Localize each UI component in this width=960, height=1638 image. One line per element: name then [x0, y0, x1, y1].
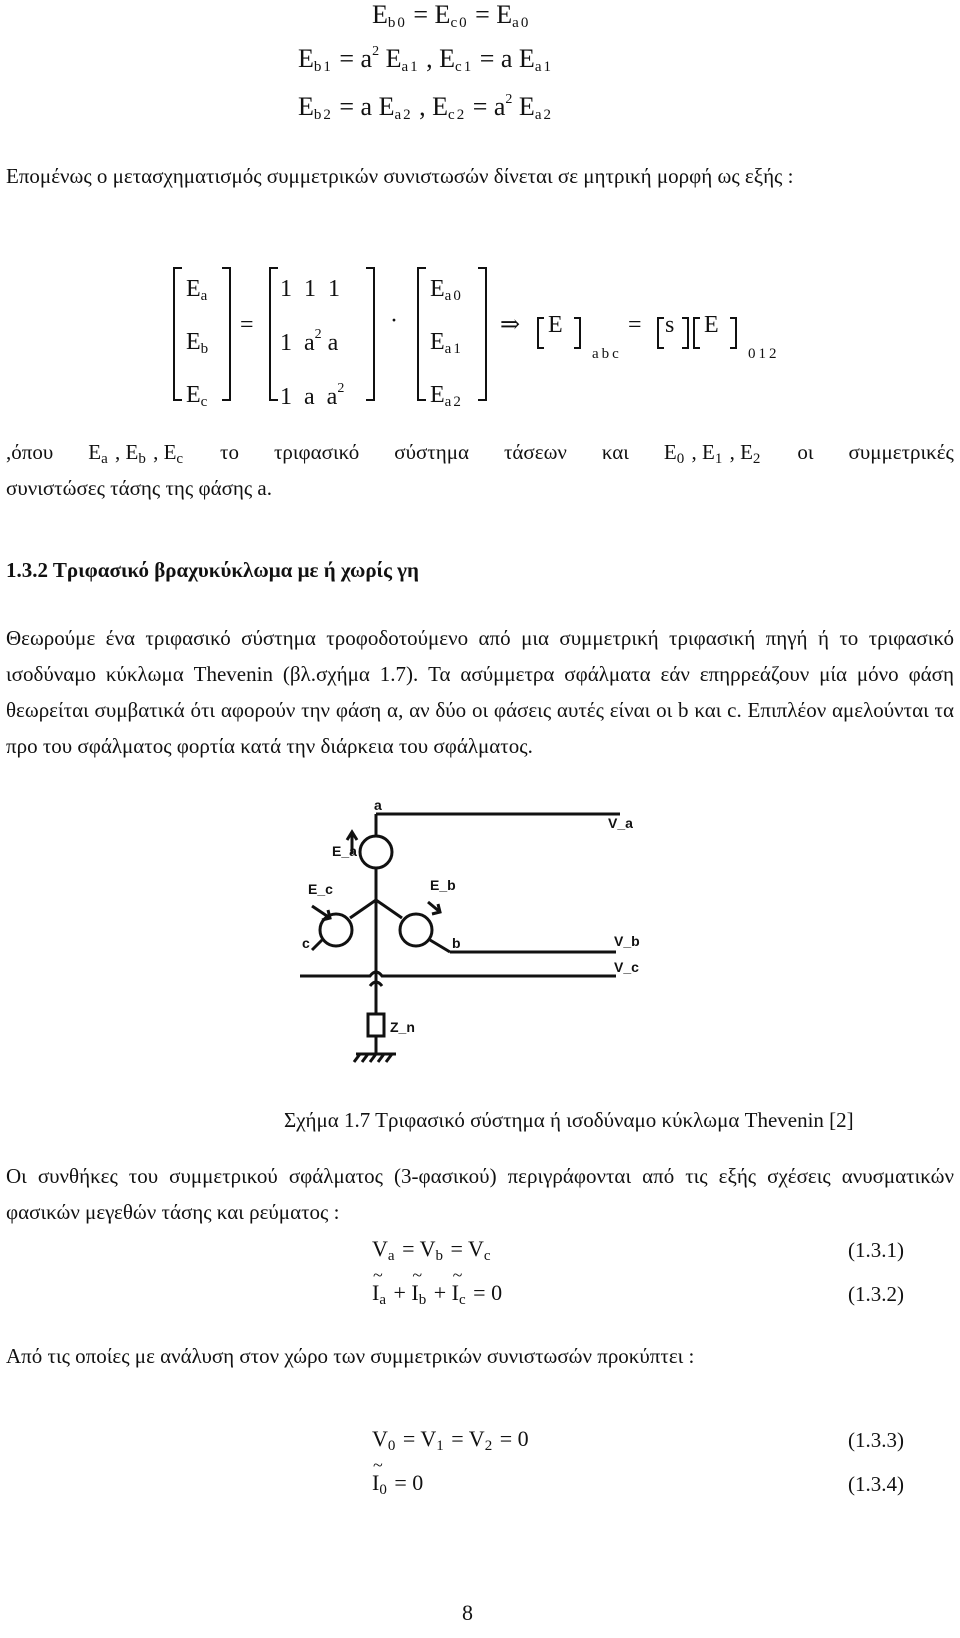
paragraph-where: ,όπου $E_a$ , $E_b$ , $E_c$ το τριφασικό σύστημα τάσεων και $E_0$ , $E_1$ , $E_2$ οι συμμετρικές — [6, 440, 954, 467]
va-label: V_a — [608, 815, 633, 831]
ec-label: E_c — [308, 881, 333, 897]
phase-c-line — [300, 972, 616, 976]
source-a-icon — [360, 836, 392, 868]
equation-positive-sequence: $E_{b1} = a^2$ $E_{a1}$ , $E_{c1} = a$ $E_{a1}$ — [298, 44, 553, 75]
paragraph-where-line2: συνιστώσες τάσης της φάσης a. — [6, 476, 273, 500]
source-b-icon — [400, 914, 432, 946]
implies-arrow: ⇒ — [500, 312, 521, 338]
compact-s: s — [665, 312, 675, 338]
vb-label: V_b — [614, 933, 640, 949]
matrix-rhs: $E_{a0}$ $E_{a1}$ $E_{a2}$ — [430, 276, 463, 410]
equation-1-3-1: $V_a = V_b = V_c$ — [372, 1236, 493, 1264]
matrix-brackets — [0, 0, 960, 420]
equation-1-3-4: ~ $I_0 = 0$ — [372, 1470, 423, 1499]
compact-equals: = — [628, 312, 642, 338]
compact-abc-subscript: abc — [592, 346, 622, 362]
section-heading: 1.3.2 Τριφασικό βραχυκύκλωμα με ή χωρίς γη — [6, 558, 419, 582]
thevenin-circuit-figure — [290, 800, 660, 1080]
compact-012-subscript: 012 — [748, 346, 780, 362]
compact-e: E — [704, 312, 719, 338]
multiply-dot: · — [390, 308, 398, 334]
figure-caption: Σχήμα 1.7 Τριφασικό σύστημα ή ισοδύναμο κύκλωμα Thevenin [2] — [284, 1108, 854, 1132]
equals-sign: = — [240, 312, 254, 338]
paragraph-matrix-intro: Επομένως ο μετασχηματισμός συμμετρικών συνιστωσών δίνεται σε μητρική μορφή ως εξής : — [6, 164, 794, 188]
paragraph-symmetric-fault: Οι συνθήκες του συμμετρικού σφάλματος (3-φασικού) περιγράφονται από τις εξής σχέσεις ανυσματικών φασικών μεγεθών τάσης και ρεύματος : — [6, 1164, 954, 1224]
ea-label: E_a — [332, 843, 357, 859]
paragraph-symmetric-components: Από τις οποίες με ανάλυση στον χώρο των συμμετρικών συνιστωσών προκύπτει : — [6, 1344, 695, 1368]
node-c-label: c — [302, 935, 310, 951]
equation-number-1-3-3: (1.3.3) — [848, 1428, 904, 1452]
equation-number-1-3-1: (1.3.1) — [848, 1238, 904, 1262]
node-b-label: b — [452, 935, 461, 951]
equation-zero-sequence: $E_{b0} = E_{c0} = E_{a0}$ — [372, 0, 531, 31]
equation-negative-sequence: $E_{b2} = a$ $E_{a2}$ , $E_{c2} = a^2$ $E_{a2}$ — [298, 92, 553, 123]
paragraph-three-phase-system: Θεωρούμε ένα τριφασικό σύστημα τροφοδοτούμενο από μια συμμετρική τριφασική πηγή ή το τριφασικό ισοδύναμο κύκλωμα Thevenin (βλ.σχήμα 1.7). Τα ασύμμετρα σφάλματα εάν επηρρεάζουν μία μόνο φάση θεωρείται συμβατικά ότι αφορούν την φάση α, αν δύο οι φάσεις αυτές είναι οι b και c. Επιπλέον αμελούνται τα προ του σφάλματος φορτία κατά την διάρκεια του σφάλματος. — [6, 626, 954, 758]
node-a-label: a — [374, 800, 382, 813]
equation-number-1-3-4: (1.3.4) — [848, 1472, 904, 1496]
neutral-impedance-icon — [368, 1014, 384, 1036]
equation-1-3-2: ~ $I_a$ + ~ $I_b$ + ~ $I_c = 0$ — [372, 1280, 502, 1309]
equation-1-3-3: $V_0 = V_1 = V_2 = 0$ — [372, 1426, 529, 1454]
page-number: 8 — [462, 1600, 473, 1625]
matrix-coefficients: 1 1 1 1 $a^2$ a 1 a $a^2$ — [280, 276, 345, 410]
vc-label: V_c — [614, 959, 639, 975]
matrix-lhs: $E_a$ $E_b$ $E_c$ — [186, 276, 211, 410]
eb-label: E_b — [430, 877, 456, 893]
compact-form: E — [548, 312, 563, 338]
zn-label: Z_n — [390, 1019, 415, 1035]
equation-number-1-3-2: (1.3.2) — [848, 1282, 904, 1306]
